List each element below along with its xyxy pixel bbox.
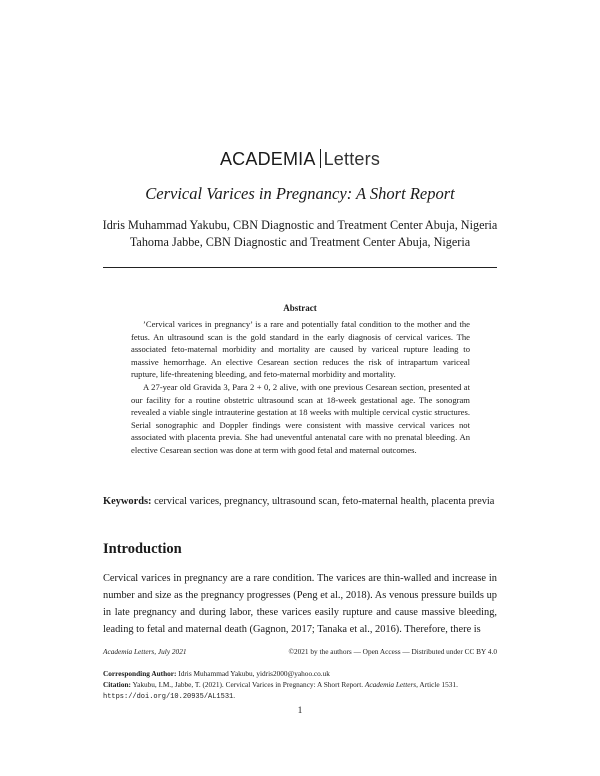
paper-title: Cervical Varices in Pregnancy: A Short Report <box>145 184 455 203</box>
introduction-heading: Introduction <box>103 541 182 557</box>
footer-license: ©2021 by the authors — Open Access — Distributed under CC BY 4.0 <box>288 647 497 656</box>
brand-name: ACADEMIA <box>219 149 316 169</box>
title-divider <box>103 267 497 268</box>
brand-separator <box>320 149 321 168</box>
page-number: 1 <box>297 706 303 716</box>
abstract-body <box>131 318 470 457</box>
footer-top <box>103 646 497 657</box>
footer-journal: Academia Letters, July 2021 <box>103 647 187 656</box>
citation-label: Citation: <box>103 680 131 689</box>
corresponding-label: Corresponding Author: <box>103 669 177 678</box>
abstract-heading: Abstract <box>283 303 317 313</box>
introduction-text: Cervical varices in pregnancy are a rare condition. The varices are thin-walled and increase in number and size as the pregnancy progresses (Peng et al., 2018). As venous pressure builds up in late pregnancy and during labor, these varices easily rupture and cause massive bleeding, leading to fetal and maternal death (Gagnon, 2017; Tanaka et al., 2016). Therefore, there is <box>103 573 497 635</box>
author-2: Tahoma Jabbe, CBN Diagnostic and Treatment Center Abuja, Nigeria <box>129 235 471 249</box>
abstract-paragraph-2: A 27-year old Gravida 3, Para 2 + 0, 2 alive, with one previous Cesarean section, presented at our facility for a routine obstetric ultrasound scan at 18-week gestational age. The sonogram revealed a viable single intrauterine gestation at 18 weeks with multiple cervical cystic structures. Serial sonographic and Doppler findings were consistent with massive cervical varices not associated with placenta previa. She had uneventful antenatal care with no prenatal bleeding. An elective Cesarean section was done at term with good fetal and maternal outcomes. <box>131 381 470 455</box>
citation-article: , Article 1531. <box>416 680 458 689</box>
keywords <box>103 494 497 511</box>
author-1: Idris Muhammad Yakubu, CBN Diagnostic and Treatment Center Abuja, Nigeria <box>102 218 498 232</box>
abstract-paragraph-1: ’Cervical varices in pregnancy’ is a rare and potentially fatal condition to the mother and the fetus. An ultrasound scan is the gold standard in the early diagnosis of cervical varices. The associated feto-maternal morbidity and mortality are caused by variceal rupture leading to massive hemorrhage. An elective Cesarean section reduces the risk of intrapartum variceal rupture, life-threatening bleeding, and feto-maternal morbidity and mortality. <box>131 319 470 380</box>
doi-end: . <box>233 691 236 700</box>
corresponding-author <box>103 668 497 679</box>
journal-brand <box>0 149 600 170</box>
corresponding-text: Idris Muhammad Yakubu, yidris2000@yahoo.co.uk <box>178 669 330 678</box>
keywords-label: Keywords: <box>103 496 152 507</box>
doi-link[interactable]: https://doi.org/10.20935/AL1531 <box>103 693 234 701</box>
keywords-text: cervical varices, pregnancy, ultrasound scan, feto-maternal health, placenta previa <box>154 496 495 507</box>
citation <box>103 679 497 703</box>
footer-info <box>103 668 497 703</box>
citation-text: Yakubu, I.M., Jabbe, T. (2021). Cervical Varices in Pregnancy: A Short Report. <box>132 680 364 689</box>
brand-section: Letters <box>323 149 381 169</box>
citation-journal: Academia Letters <box>364 680 417 689</box>
